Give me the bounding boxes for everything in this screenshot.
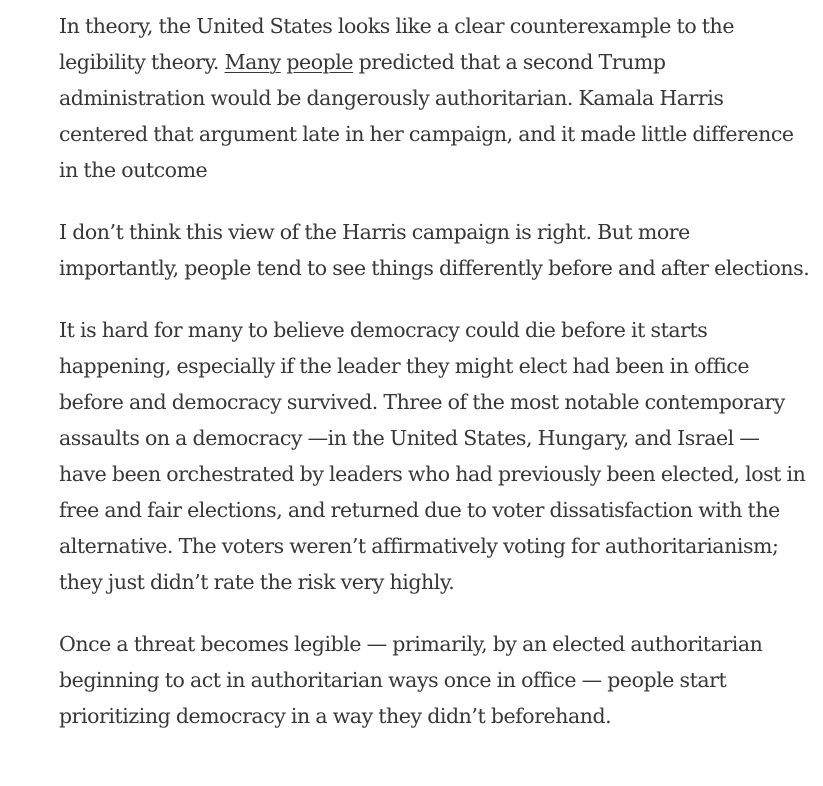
paragraph-1-text-end: predicted that a second Trump administration would be dangerously authoritarian. Kamala Harris centered that argument late in her campaign, and it made little difference in the outcome — [59, 50, 794, 182]
link-people[interactable]: people — [286, 50, 354, 74]
paragraph-2: I don’t think this view of the Harris campaign is right. But more importantly, people tend to see things differently before and after elections. — [59, 220, 810, 280]
paragraph-3: It is hard for many to believe democracy could die before it starts happening, especially if the leader they might elect had been in office before and democracy survived. Three of the most notable contemporary assaults on a democracy —in the United States, Hungary, and Israel — have been orchestrated by leaders who had previously been elected, lost in free and fair elections, and returned due to voter dissatisfaction with the alternative. The voters weren’t affirmatively voting for authoritarianism; they just didn’t rate the risk very highly. — [59, 318, 806, 594]
paragraph-1-text-start: In theory, the United States looks like a clear counterexample to the legibility theory. — [59, 14, 734, 74]
article-body — [59, 8, 811, 760]
link-many[interactable]: Many — [224, 50, 281, 74]
paragraph-1 — [59, 8, 811, 188]
paragraph-4: Once a threat becomes legible — primarily, by an elected authoritarian beginning to act in authoritarian ways once in office — people start prioritizing democracy in a way they didn’t beforehand. — [59, 632, 763, 728]
